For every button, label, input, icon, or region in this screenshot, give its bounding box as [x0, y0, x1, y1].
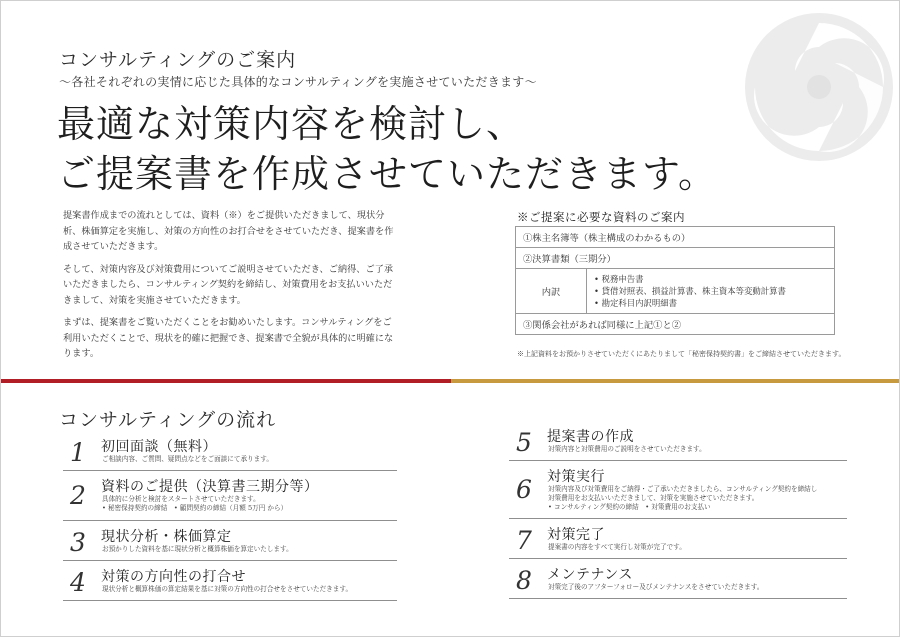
- step-desc-line: ご相談内容、ご質問、疑問点などをご面談にて承ります。: [102, 455, 273, 463]
- swirl-logo-icon: [739, 7, 899, 167]
- docs-heading: ※ご提案に必要な資料のご案内: [517, 210, 685, 224]
- docs-row: [516, 269, 835, 314]
- step-number: 4: [70, 568, 86, 597]
- step-number: 6: [516, 475, 532, 504]
- step-title: 対策実行: [547, 469, 605, 485]
- step-description: [548, 583, 763, 592]
- step-number: 5: [516, 428, 532, 457]
- page-title: コンサルティングのご案内: [59, 49, 297, 71]
- flow-title: コンサルティングの流れ: [59, 409, 277, 431]
- docs-detail-item: • 貸借対照表、損益計算書、株主資本等変動計算書: [594, 286, 786, 296]
- step-title: 初回面談（無料）: [101, 439, 217, 455]
- step-number: 3: [70, 528, 86, 557]
- docs-detail-item: • 税務申告書: [594, 274, 644, 284]
- step-description: [102, 455, 273, 464]
- step-desc-line: 現状分析と概算株価の算定結果を基に対策の方向性の打合せをさせていただきます。: [102, 585, 353, 593]
- step-desc-line: 対策完了後のアフターフォロー及びメンテナンスをさせていただきます。: [548, 583, 764, 591]
- step-description: [548, 485, 817, 512]
- docs-row: [516, 227, 835, 248]
- step-desc-line: 提案書の内容をすべて実行し対策が完了です。: [548, 543, 686, 551]
- docs-row-2: ②決算書類（三期分）: [516, 248, 835, 269]
- step-desc-line: • 秘密保持契約の締結 • 顧問契約の締結（月額 5万円 から）: [102, 504, 288, 512]
- flow-step: [509, 465, 847, 519]
- flow-step: [509, 425, 847, 461]
- page-subtitle: ～各社それぞれの実情に応じた具体的なコンサルティングを実施させていただきます～: [59, 75, 537, 89]
- step-desc-line: • コンサルティング契約の締結 • 対策費用のお支払い: [548, 503, 711, 511]
- headline-line-1: 最適な対策内容を検討し、: [57, 102, 526, 146]
- docs-table: [515, 226, 835, 335]
- intro-paragraph: 提案書作成までの流れとしては、資料（※）をご提供いただきまして、現状分析、株価算定を実施し、対策の方向性のお打合せをさせていただき、提案書を作成させていただきます。: [63, 210, 394, 252]
- headline: [57, 99, 717, 199]
- intro-paragraph: まずは、提案書をご覧いただくことをお勧めいたします。コンサルティングをご利用いただくことで、現状を的確に把握でき、提案書で全貌が具体的に明確になります。: [63, 317, 394, 359]
- divider-gold: [451, 379, 900, 383]
- flow-step: [509, 563, 847, 599]
- step-desc-line: 対策内容及び対策費用をご納得・ご了承いただきましたら、コンサルティング契約を締結し: [548, 485, 818, 493]
- flow-step: [63, 435, 397, 471]
- flow-step: [63, 525, 397, 561]
- step-description: [102, 585, 352, 594]
- step-title: 現状分析・株価算定: [101, 529, 232, 545]
- step-title: 対策完了: [547, 527, 605, 543]
- flow-step: [63, 475, 397, 521]
- step-desc-line: 対策費用をお支払いいただきまして、対策を実施させていただきます。: [548, 494, 759, 502]
- step-desc-line: 具体的に分析と検討をスタートさせていただきます。: [102, 495, 260, 503]
- step-number: 1: [70, 438, 86, 467]
- docs-detail-items: [587, 269, 835, 314]
- step-description: [102, 545, 293, 554]
- step-number: 2: [70, 481, 86, 510]
- step-title: メンテナンス: [547, 567, 633, 583]
- docs-row: [516, 248, 835, 269]
- step-title: 提案書の作成: [547, 429, 634, 445]
- step-desc-line: 対策内容と対策費用のご説明をさせていただきます。: [548, 445, 706, 453]
- divider-red: [1, 379, 451, 383]
- step-title: 対策の方向性の打合せ: [101, 569, 246, 585]
- docs-row: [516, 314, 835, 335]
- docs-row-1: ①株主名簿等（株主構成のわかるもの）: [516, 227, 835, 248]
- step-desc-line: お預かりした資料を基に現状分析と概算株価を算定いたします。: [102, 545, 293, 553]
- headline-line-2: ご提案書を作成させていただきます。: [57, 152, 717, 196]
- step-description: [548, 445, 706, 454]
- step-description: [102, 495, 287, 513]
- intro-text: [63, 208, 398, 369]
- docs-row-3: ③関係会社があれば同様に上記①と②: [516, 314, 835, 335]
- docs-detail-item: • 勘定科目内訳明細書: [594, 298, 677, 308]
- docs-note: ※上記資料をお預かりさせていただくにあたりまして「秘密保持契約書」をご締結させていただきます。: [517, 350, 846, 358]
- step-number: 7: [516, 526, 532, 555]
- step-title: 資料のご提供（決算書三期分等）: [101, 479, 319, 495]
- step-description: [548, 543, 686, 552]
- step-number: 8: [516, 566, 532, 595]
- flow-step: [63, 565, 397, 601]
- docs-detail-label: 内訳: [516, 269, 587, 314]
- flow-step: [509, 523, 847, 559]
- intro-paragraph: そして、対策内容及び対策費用についてご説明させていただき、ご納得、ご了承いただきましたら、コンサルティング契約を締結し、対策費用をお支払いいただきまして、対策を実施させていただきます。: [63, 263, 394, 306]
